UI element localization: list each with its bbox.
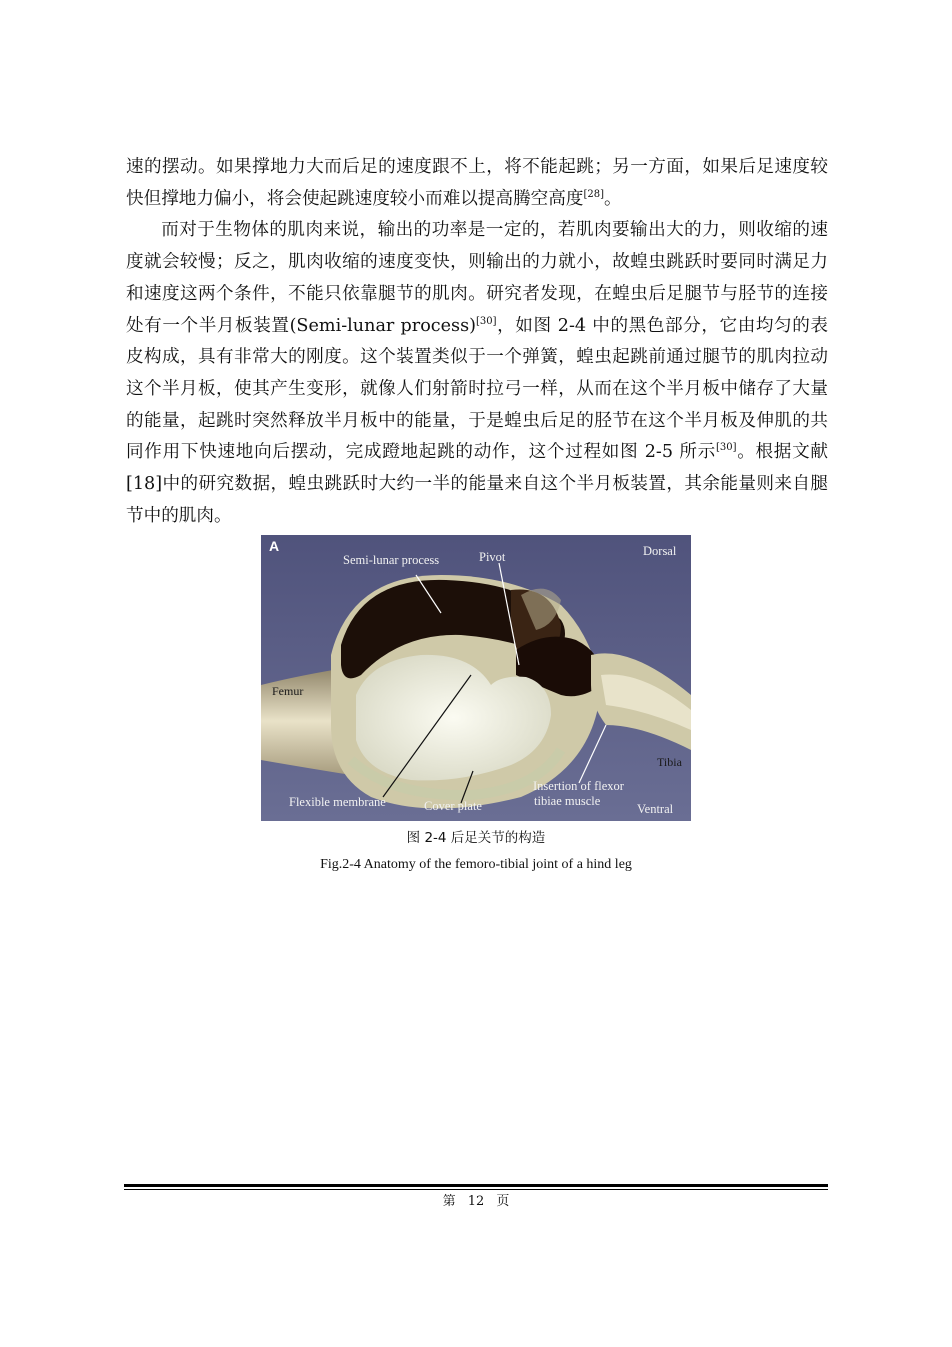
body-text (126, 152, 828, 532)
citation: [28] (583, 188, 604, 200)
semi-lunar-label: Semi-lunar process (343, 553, 440, 567)
citation: [30] (715, 442, 737, 454)
femur-label: Femur (272, 684, 304, 698)
page-number: 第 12 页 (442, 1194, 510, 1209)
figure-caption-cn: 图 2-4 后足关节的构造 (406, 830, 546, 846)
flexible-membrane-label: Flexible membrane (289, 795, 386, 809)
footer-rule-thick (124, 1184, 828, 1187)
paragraph-2: 而对于生物体的肌肉来说，输出的功率是一定的，若肌肉要输出大的力，则收缩的速度就会较慢；反之，肌肉收缩的速度变快，则输出的力就小，故蝗虫跳跃时要同时满足力和速度这两个条件，不能只依靠腿节的肌肉。研究者发现，在蝗虫后足腿节与胫节的连接处有一个半月板装置(Semi-lunar process)[30]，如图 2-4 中的黑色部分，它由均匀的表皮构成，具有非常大的刚度。这个装置类似于一个弹簧，蝗虫起跳前通过腿节的肌肉拉动这个半月板，使其产生变形，就像人们射箭时拉弓一样，从而在这个半月板中储存了大量的能量，起跳时突然释放半月板中的能量，于是蝗虫后足的胫节在这个半月板及伸肌的共同作用下快速地向后摆动，完成蹬地起跳的动作，这个过程如图 2-5 所示[30]。根据文献[18]中的研究数据，蝗虫跳跃时大约一半的能量来自这个半月板装置，其余能量则来自腿节中的肌肉。 (126, 220, 828, 526)
joint-anatomy-figure (261, 535, 691, 821)
citation: [30] (475, 315, 497, 327)
cover-plate-label: Cover plate (424, 799, 482, 813)
joint-illustration (261, 535, 691, 821)
figure-caption-en: Fig.2-4 Anatomy of the femoro-tibial joint of a hind leg (320, 857, 632, 872)
footer-rule-thin (124, 1189, 828, 1190)
ventral-label: Ventral (637, 802, 674, 816)
insertion-label-line1: Insertion of flexor (533, 779, 624, 793)
paragraph-1: 速的摆动。如果撑地力大而后足的速度跟不上，将不能起跳；另一方面，如果后足速度较快但撑地力偏小，将会使起跳速度较小而难以提高腾空高度[28]。 (126, 157, 828, 209)
panel-letter: A (269, 538, 280, 554)
tibia-label: Tibia (657, 755, 682, 769)
dorsal-label: Dorsal (643, 544, 677, 558)
pivot-label: Pivot (479, 550, 506, 564)
insertion-label-line2: tibiae muscle (534, 794, 601, 808)
